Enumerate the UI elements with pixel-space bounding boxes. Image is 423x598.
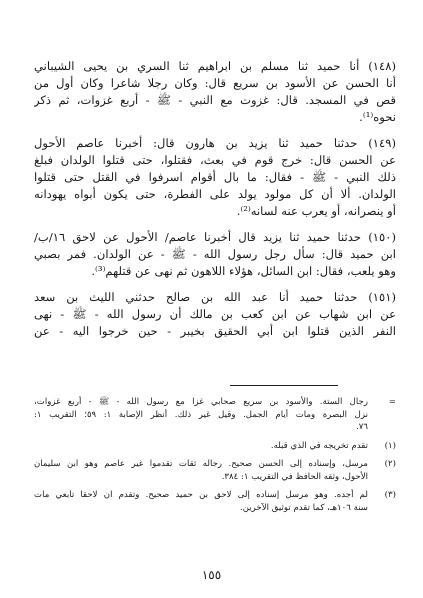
text-line: ذلك النبي - ﷺ - فقال: ما بال أقوام اسرفوا في القتل حتى قتلوا bbox=[34, 170, 396, 184]
hadith-entry-151 bbox=[34, 289, 396, 340]
footnote-line: نزل البصرة ومات أيام الجمل. وقيل غير ذلك. أنظر الإصابة ١: ٥٩؛ التقريب ١: bbox=[34, 409, 368, 420]
page-number: ١٥٥ bbox=[201, 568, 222, 582]
footnote-line: رجال الستة. والأسود بن سريع صحابي غزا مع رسول الله - ﷺ - أربع غزوات، bbox=[34, 397, 368, 407]
footnote-line: الأحول، وثقه الحافظ في التقريب ١: ٣٨٤. bbox=[221, 471, 368, 482]
hadith-entry-149 bbox=[34, 135, 396, 220]
text-line: قص في المسجد. قال: غزوت مع النبي - ﷺ - أربع غزوات، ثم ذكر bbox=[34, 93, 396, 107]
text-line: (١٥٠) حدثنا حميد ثنا يزيد قال أخبرنا عاصم/ الأحول عن لاحق ١٦/ب/ bbox=[34, 230, 396, 244]
text-line: (١٤٩) حدثنا حميد ثنا يزيد بن هارون قال: أخبرنا عاصم الأحول bbox=[34, 136, 396, 150]
footnote-mark: (٣) bbox=[384, 490, 396, 500]
text-line: عن ابن شهاب عن ابن كعب بن مالك أن رسول الله - ﷺ - نهى bbox=[34, 307, 396, 321]
footnote-line: سنة ١٠٦هـ، كما تقدم توثيق الآخرين. bbox=[240, 502, 368, 513]
text-line: وهو يلعب، فقال: ابن السائل، هؤلاء اللاهون ثم نهى عن قتلهم⁽³⁾. bbox=[91, 264, 396, 278]
footnote-mark: (٢) bbox=[384, 459, 396, 469]
footnote-line: تقدم تخريجه في الذي قبله. bbox=[270, 440, 368, 451]
text-line: ابن حميد قال: سأل رجل رسول الله - ﷺ - عن الولدان. فمر بصبي bbox=[34, 247, 396, 261]
text-line: (١٤٨) أنا حميد ثنا مسلم بن ابراهيم ثنا السري بن يحيى الشيباني bbox=[34, 59, 396, 73]
footnote-line: مرسل، وإسناده إلى الحسن صحيح. رجاله ثقات تقدموا غير عاصم وهو ابن سليمان bbox=[34, 459, 368, 469]
footnote-1 bbox=[34, 440, 396, 453]
text-line: (١٥١) حدثنا حميد أنا عبد الله بن صالح حدثني الليث بن سعد bbox=[34, 290, 396, 304]
text-line: أنا الحسن عن الأسود بن سريع قال: وكان رجلا شاعرا وكان أول من bbox=[34, 76, 396, 90]
footnote-3 bbox=[34, 489, 396, 514]
text-line: أو ينصرانه، أو يعرب عنه لسانه⁽²⁾. bbox=[236, 204, 396, 218]
footnote-mark: = bbox=[388, 397, 396, 407]
main-text bbox=[34, 58, 396, 349]
text-line: نحوه⁽¹⁾. bbox=[359, 110, 396, 124]
footnote-divider bbox=[230, 385, 338, 386]
hadith-entry-150 bbox=[34, 229, 396, 280]
hadith-entry-148 bbox=[34, 58, 396, 126]
footnote-line: لم أجده. وهو مرسل إسناده إلى لاحق بن حميد صحيح. وتقدم ان لاحقا تابعي مات bbox=[34, 490, 368, 500]
footnotes bbox=[34, 396, 396, 520]
footnote-mark: (١) bbox=[384, 440, 396, 451]
footnote-2 bbox=[34, 458, 396, 483]
footnote-line: ٧٦. bbox=[356, 422, 368, 432]
text-line: عن الحسن قال: خرج قوم في بعث، فقتلوا، حتى قتلوا الولدان فبلغ bbox=[34, 153, 396, 167]
text-line: الولدان. ألا أن كل مولود يولد على الفطرة، حتى يكون أبواه يهودانه bbox=[34, 187, 396, 201]
footnote-continuation bbox=[34, 396, 396, 434]
text-line: النفر الذين قتلوا ابن أبي الحقيق بخيبر - حين خرجوا اليه - عن bbox=[34, 324, 396, 338]
